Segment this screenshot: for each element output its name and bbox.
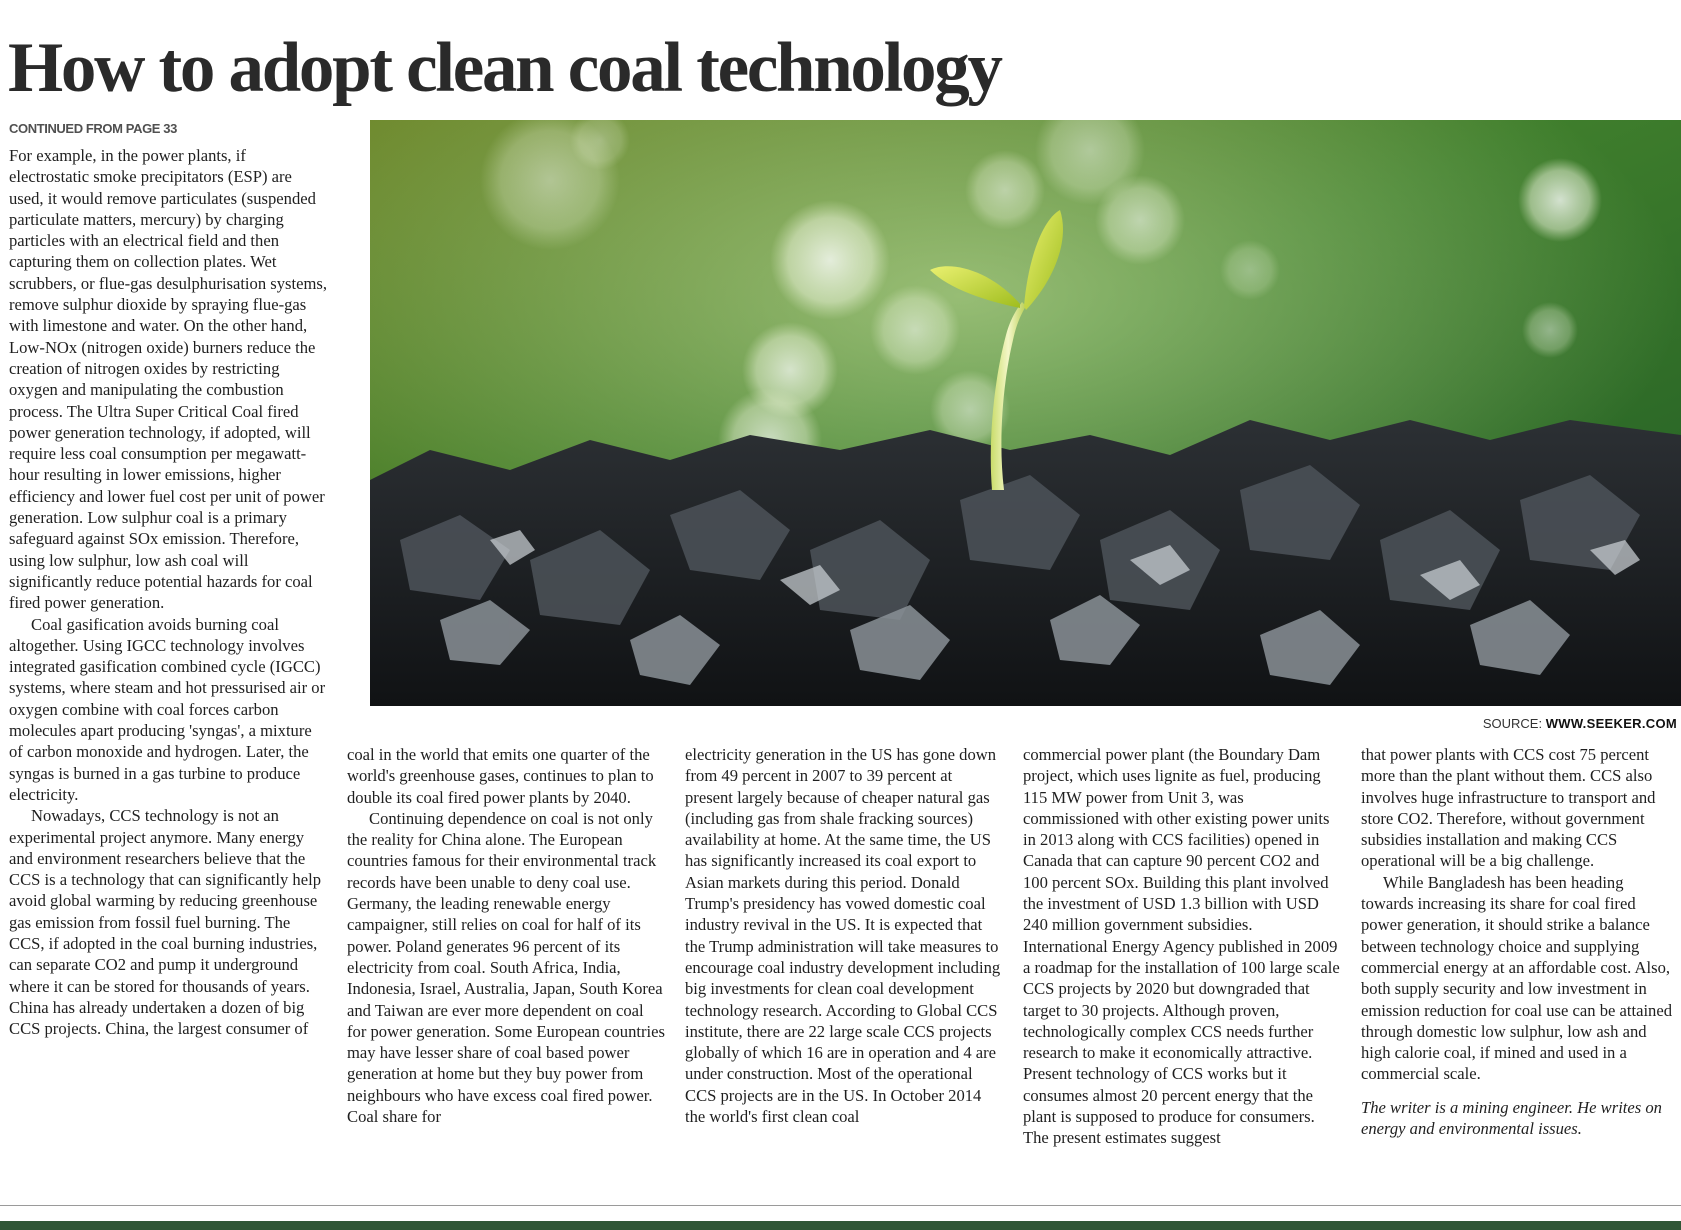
bottom-divider — [0, 1205, 1681, 1206]
paragraph: While Bangladesh has been heading towards increasing its share for coal fired power generation, it should strike a balance between technology choice and supplying commercial energy at an affordable cost. Also, both supply security and low investment in emission reduction for coal use can be attained through domestic low sulphur, low ash and high calorie coal, if mined and used in a commercial scale. — [1361, 872, 1673, 1084]
seedling-on-coal-photo — [370, 120, 1681, 706]
article-column-5 — [1361, 744, 1679, 1190]
paragraph: commercial power plant (the Boundary Dam project, which uses lignite as fuel, producing 115 MW power from Unit 3, was commissioned with other existing power units in 2013 along with CCS facilities) opened in Canada that can capture 90 percent CO2 and 100 percent SOx. Building this plant involved the investment of USD 1.3 billion with USD 240 million government subsidies. International Energy Agency published in 2009 a roadmap for the installation of 100 large scale CCS projects by 2020 but downgraded that target to 30 projects. Although proven, technologically complex CCS needs further research to make it economically attractive. Present technology of CCS works but it consumes almost 20 percent energy that the plant is supposed to produce for consumers. The present estimates suggest — [1023, 745, 1340, 1148]
image-credit — [1300, 712, 1677, 736]
image-credit-label: SOURCE: — [1482, 716, 1543, 731]
paragraph: Coal gasification avoids burning coal altogether. Using IGCC technology involves integrated gasification combined cycle (IGCC) systems, where steam and hot pressurised air or oxygen combine with coal forces carbon molecules apart producing 'syngas', a mixture of carbon monoxide and hydrogen. Later, the syngas is burned in a gas turbine to produce electricity. — [9, 614, 326, 804]
image-credit-source: WWW.SEEKER.COM — [1545, 716, 1677, 731]
article-headline: How to adopt clean coal technology — [8, 29, 1001, 107]
author-note: The writer is a mining engineer. He writes on energy and environmental issues. — [1361, 1097, 1662, 1139]
paragraph: that power plants with CCS cost 75 percent more than the plant without them. CCS also involves huge infrastructure to transport and store CO2. Therefore, without government subsidies installation and making CCS operational will be a big challenge. — [1361, 745, 1656, 871]
article-column-4 — [1023, 744, 1341, 1190]
article-column-1 — [9, 145, 327, 1190]
paragraph: coal in the world that emits one quarter of the world's greenhouse gases, continues to plan to double its coal fired power plants by 2040. — [347, 745, 654, 807]
paragraph: For example, in the power plants, if electrostatic smoke precipitators (ESP) are used, it would remove particulates (suspended particulate matters, mercury) by charging particles with an electrical field and then capturing them on collection plates. Wet scrubbers, or flue-gas desulphurisation systems, remove sulphur dioxide by spraying flue-gas with limestone and water. On the other hand, Low-NOx (nitrogen oxide) burners reduce the creation of nitrogen oxides by restricting oxygen and manipulating the combustion process. The Ultra Super Critical Coal fired power generation technology, if adopted, will require less coal consumption per megawatt-hour resulting in lower emissions, higher efficiency and lower fuel cost per unit of power generation. Low sulphur coal is a primary safeguard against SOx emission. Therefore, using low sulphur, low ash coal will significantly reduce potential hazards for coal fired power generation. — [9, 146, 327, 613]
continued-from-label: CONTINUED FROM PAGE 33 — [9, 121, 177, 136]
paragraph: Continuing dependence on coal is not only the reality for China alone. The European countries famous for their environmental track records have been unable to deny coal use. Germany, the leading renewable energy campaigner, still relies on coal for half of its power. Poland generates 96 percent of its electricity from coal. South Africa, India, Indonesia, Israel, Australia, Japan, South Korea and Taiwan are ever more dependent on coal for power generation. Some European countries may have lesser share of coal based power generation at home but they buy power from neighbours who have excess coal fired power. Coal share for — [347, 808, 665, 1127]
paragraph: electricity generation in the US has gone down from 49 percent in 2007 to 39 percent at present largely because of cheaper natural gas (including gas from shale fracking sources) availability at home. At the same time, the US has significantly increased its coal export to Asian markets during this period. Donald Trump's presidency has vowed domestic coal industry revival in the US. It is expected that the Trump administration will take measures to encourage coal industry development including big investments for clean coal development technology research. According to Global CCS institute, there are 22 large scale CCS projects globally of which 16 are in operation and 4 are under construction. Most of the operational CCS projects are in the US. In October 2014 the world's first clean coal — [685, 745, 1001, 1127]
footer-color-bar — [0, 1221, 1681, 1230]
article-column-3 — [685, 744, 1003, 1190]
article-column-2 — [347, 744, 665, 1190]
paragraph: Nowadays, CCS technology is not an experimental project anymore. Many energy and environment researchers believe that the CCS is a technology that can significantly help avoid global warming by reducing greenhouse gas emission from fossil fuel burning. The CCS, if adopted in the coal burning industries, can separate CO2 and pump it underground where it can be stored for thousands of years. China has already undertaken a dozen of big CCS projects. China, the largest consumer of — [9, 806, 321, 1039]
